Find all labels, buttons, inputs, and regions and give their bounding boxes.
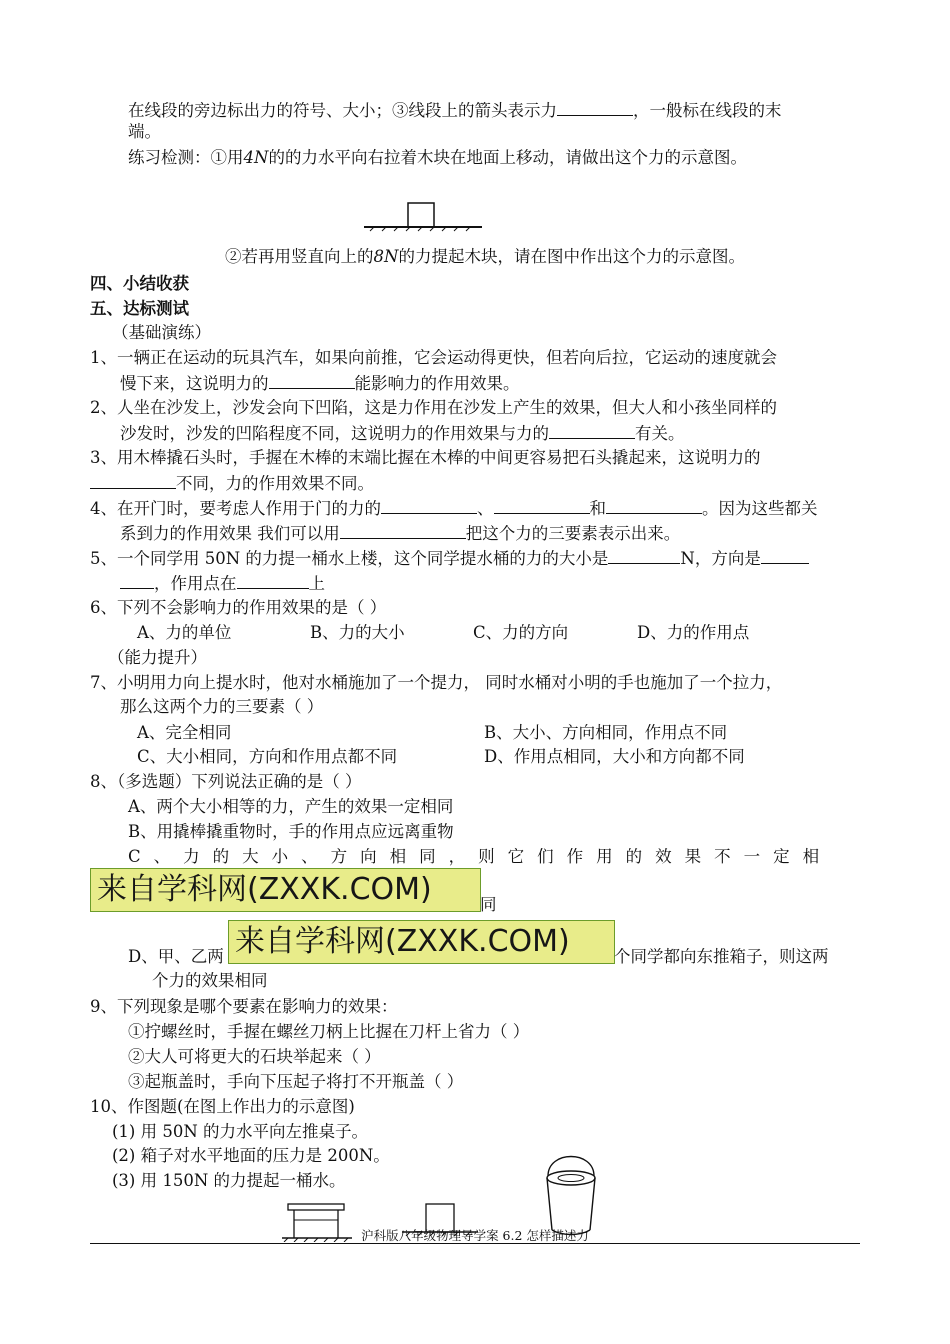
line-text: ②若再用竖直向上的 [225,247,374,266]
answer-blank[interactable] [494,497,590,514]
option: C、力的大小、方向相同，则它们作用的效果不一定相 [128,847,833,866]
footer-rule [90,1243,860,1244]
line-text: 在线段的旁边标出力的符号、大小；③线段上的箭头表示力 [128,101,557,120]
line-text: 有关。 [635,424,685,443]
line-text: 系到力的作用效果 我们可以用 [120,524,340,543]
line-text: 练习检测：①用 [128,148,244,167]
line-text: 和 [589,499,606,518]
answer-blank[interactable] [340,522,466,539]
line-text: ，一般标在线段的末 [633,101,782,120]
sub-question: ①拧螺丝时，手握在螺丝刀柄上比握在刀杆上省力（ ） [128,1022,530,1041]
option: D、甲、乙两 [128,947,224,966]
force-value: 4N [243,148,269,167]
line-text: 上 [308,574,325,593]
answer-blank[interactable] [557,99,633,116]
line-text: 、 [477,499,494,518]
block [408,203,434,227]
option: B、大小、方向相同，作用点不同 [484,723,728,742]
line-text: ，作用点在 [154,574,237,593]
force-value: 8N [373,247,399,266]
section-heading: 五、达标测试 [90,299,189,318]
question-text [90,547,809,570]
option: D、作用点相同，大小和方向都不同 [484,747,745,766]
line-text: 。因为这些都关 [702,499,818,518]
question-text: 7、小明用力向上提水时，他对水桶施加了一个提力， 同时水桶对小明的手也施加了一个拉力， [90,673,783,692]
question-text: 10、作图题(在图上作出力的示意图) [90,1097,355,1116]
sub-question: (2) 箱子对水平地面的压力是 200N。 [112,1146,390,1165]
option: D、力的作用点 [637,623,750,642]
line-text: 沙发时，沙发的凹陷程度不同，这说明力的作用效果与力的 [120,424,549,443]
question-text: 9、下列现象是哪个要素在影响力的效果： [90,997,398,1016]
question-text [120,572,325,595]
answer-blank[interactable] [608,547,680,564]
question-text: 8、（多选题）下列说法正确的是（ ） [90,772,362,791]
subsection-label: （基础演练） [112,323,211,342]
text-line [128,147,747,169]
option: 同 [480,895,497,914]
option: A、力的单位 [137,623,232,642]
sub-question: ③起瓶盖时，手向下压起子将打不开瓶盖（ ） [128,1072,464,1091]
option: B、用撬棒撬重物时，手的作用点应远离重物 [128,822,454,841]
answer-blank[interactable] [606,497,702,514]
block-on-ground-figure [362,200,486,232]
line-text: 把这个力的三要素表示出来。 [465,524,681,543]
text-line: 端。 [128,122,161,141]
watermark-banner: 来自学科网(ZXXK.COM) [90,868,481,912]
sub-question: (1) 用 50N 的力水平向左推桌子。 [112,1122,369,1141]
answer-blank[interactable] [549,422,635,439]
option: C、力的方向 [473,623,569,642]
text-line [128,99,782,122]
line-text: 4、在开门时，要考虑人作用于门的力的 [90,499,381,518]
text-line [225,246,745,268]
option: 个同学都向东推箱子，则这两 [614,947,829,966]
answer-blank[interactable] [269,372,355,389]
option: 个力的效果相同 [152,971,268,990]
question-text: 1、一辆正在运动的玩具汽车，如果向前推，它会运动得更快，但若向后拉，它运动的速度就会 [90,348,777,367]
answer-blank[interactable] [120,572,154,589]
answer-blank[interactable] [90,472,176,489]
watermark-banner: 来自学科网(ZXXK.COM) [228,920,615,964]
question-text [90,472,374,495]
question-text: 2、人坐在沙发上，沙发会向下凹陷，这是力作用在沙发上产生的效果，但大人和小孩坐同样的 [90,398,777,417]
sub-question: (3) 用 150N 的力提起一桶水。 [112,1171,346,1190]
answer-blank[interactable] [761,547,809,564]
question-text [120,522,680,545]
line-text: 能影响力的作用效果。 [354,374,520,393]
line-text: 的力提起木块，请在图中作出这个力的示意图。 [398,247,745,266]
subsection-label: （能力提升） [108,648,207,667]
option: A、完全相同 [137,723,232,742]
option: A、两个大小相等的力，产生的效果一定相同 [128,797,454,816]
question-text [90,497,818,520]
line-text: 5、一个同学用 50N 的力提一桶水上楼，这个同学提水桶的力的大小是 [90,549,609,568]
answer-blank[interactable] [381,497,477,514]
answer-blank[interactable] [237,572,309,589]
question-text: 那么这两个力的三要素（ ） [120,697,324,716]
line-text: N，方向是 [680,549,761,568]
line-text: 不同，力的作用效果不同。 [176,474,374,493]
question-text: 6、下列不会影响力的作用效果的是（ ） [90,598,387,617]
bucket-figure [538,1148,604,1238]
sub-question: ②大人可将更大的石块举起来（ ） [128,1047,381,1066]
section-heading: 四、小结收获 [90,274,189,293]
page-footer: 沪科版八年级物理导学案 6.2 怎样描述力 [361,1228,589,1243]
option: B、力的大小 [310,623,405,642]
question-text: 3、用木棒撬石头时，手握在木棒的末端比握在木棒的中间更容易把石头撬起来，这说明力的 [90,448,761,467]
question-text [120,372,520,395]
question-text [120,422,685,445]
line-text: 慢下来，这说明力的 [120,374,269,393]
line-text: 的的力水平向右拉着木块在地面上移动，请做出这个力的示意图。 [268,148,747,167]
option: C、大小相同，方向和作用点都不同 [137,747,398,766]
